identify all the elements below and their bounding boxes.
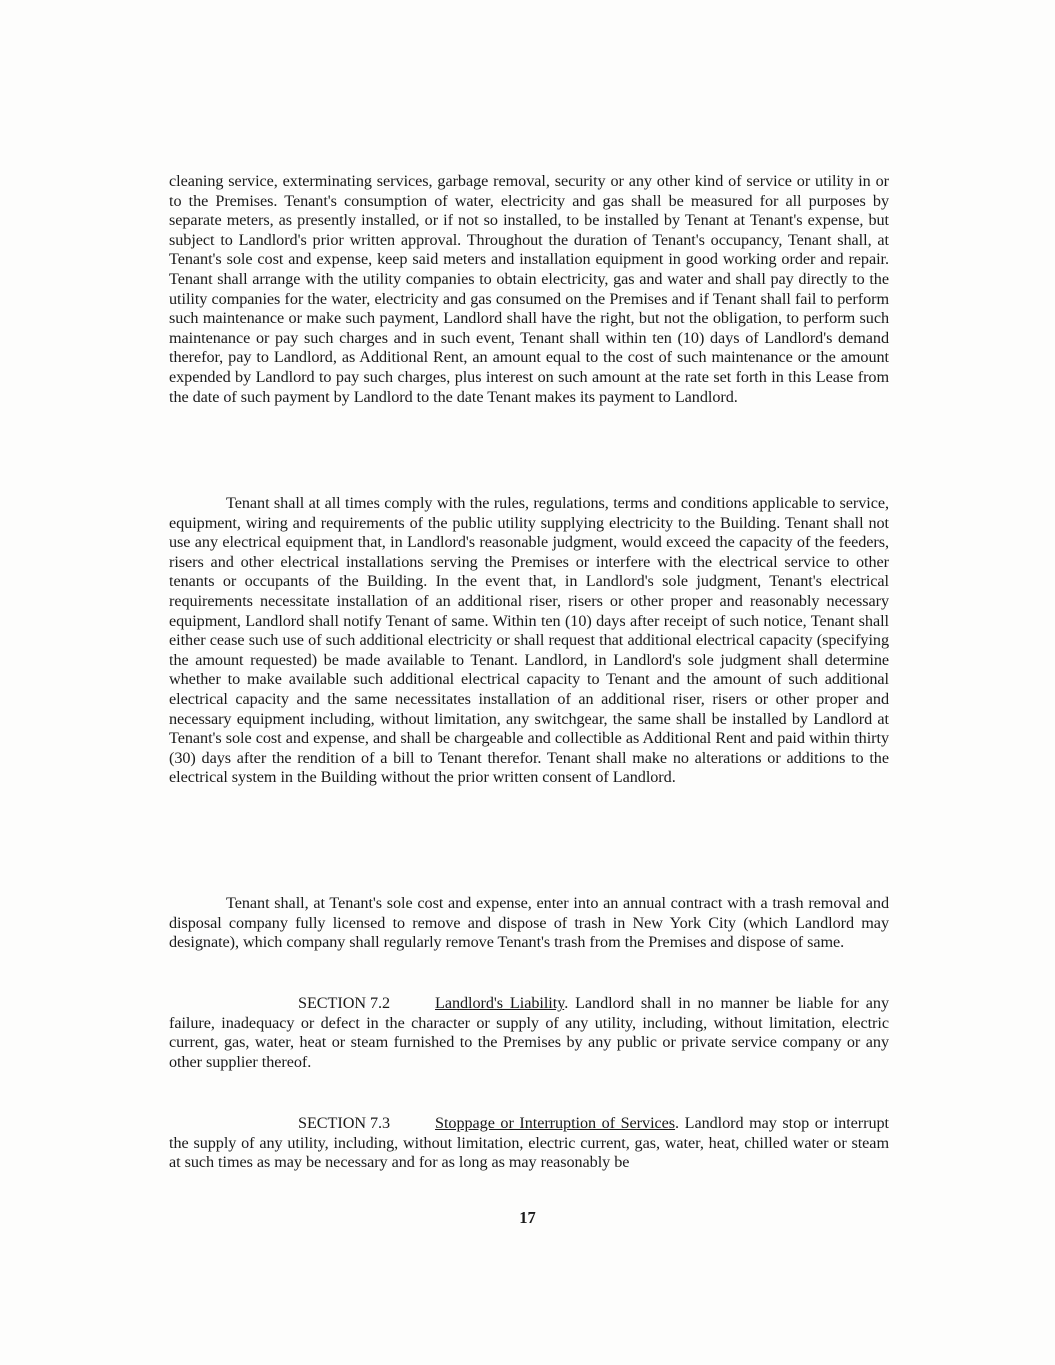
section-7-3-body: . Landlord may stop or interrupt the supply of any utility, including, without limitation, electric current, gas, water, heat, chilled water or steam at such times as may be necessary and for as long as may reasonably be [169, 1114, 889, 1172]
section-7-3-number: SECTION 7.3 [298, 1114, 391, 1132]
section-7-3-title: Stoppage or Interruption of Services [435, 1114, 676, 1132]
paragraph-utility-service: cleaning service, exterminating services, garbage removal, security or any other kind of service or utility in or to the Premises. Tenant's consumption of water, electricity and gas shall be measured for all purposes by separate meters, as presently installed, or if not so installed, to be installed by Tenant at Tenant's expense, but subject to Landlord's prior written approval. Throughout the duration of Tenant's occupancy, Tenant shall, at Tenant's sole cost and expense, keep said meters and installation equipment in good working order and repair. Tenant shall arrange with the utility companies to obtain electricity, gas and water and shall pay directly to the utility companies for the water, electricity and gas consumed on the Premises and if Tenant shall fail to perform such maintenance or make such payment, Landlord shall have the right, but not the obligation, to perform such maintenance or pay such charges and in such event, Tenant shall within ten (10) days of Landlord's demand therefor, pay to Landlord, as Additional Rent, an amount equal to the cost of such maintenance or the amount expended by Landlord to pay such charges, plus interest on such amount at the rate set forth in this Lease from the date of such payment by Landlord to the date Tenant makes its payment to Landlord. [169, 172, 889, 406]
page-number: 17 [519, 1208, 536, 1227]
section-7-2-body: . Landlord shall in no manner be liable for any failure, inadequacy or defect in the character or supply of any utility, including, without limitation, electric current, gas, water, heat or steam furnished to the Premises by any public or private service company or any other supplier thereof. [169, 994, 890, 1071]
section-7-2-title: Landlord's Liability [435, 994, 565, 1012]
paragraph-trash-removal: Tenant shall, at Tenant's sole cost and expense, enter into an annual contract with a trash removal and disposal company fully licensed to remove and dispose of trash in New York City (which Landlord may designate), which company shall regularly remove Tenant's trash from the Premises and dispose of same. [169, 894, 889, 952]
section-7-2 [169, 994, 889, 1072]
section-7-3 [169, 1114, 889, 1173]
paragraph-electrical-compliance: Tenant shall at all times comply with the rules, regulations, terms and conditions applicable to service, equipment, wiring and requirements of the public utility supplying electricity to the Building. Tenant shall not use any electrical equipment that, in Landlord's reasonable judgment, would exceed the capacity of the feeders, risers and other electrical installations serving the Premises or interfere with the electrical service to other tenants or occupants of the Building. In the event that, in Landlord's sole judgment, Tenant's electrical requirements necessitate installation of an additional riser, risers or other proper and reasonably necessary equipment, Landlord shall notify Tenant of same. Within ten (10) days after receipt of such notice, Tenant shall either cease such use of such additional electricity or shall request that additional electrical capacity (specifying the amount requested) be made available to Tenant. Landlord, in Landlord's sole judgment shall determine whether to make available such additional electrical capacity to Tenant and the amount of such additional electrical capacity and the same necessitates installation of an additional riser, risers or other proper and necessary equipment including, without limitation, any switchgear, the same shall be installed by Landlord at Tenant's sole cost and expense, and shall be chargeable and collectible as Additional Rent and paid within thirty (30) days after the rendition of a bill to Tenant therefor. Tenant shall make no alterations or additions to the electrical system in the Building without the prior written consent of Landlord. [169, 494, 889, 787]
section-7-2-number: SECTION 7.2 [298, 994, 391, 1012]
